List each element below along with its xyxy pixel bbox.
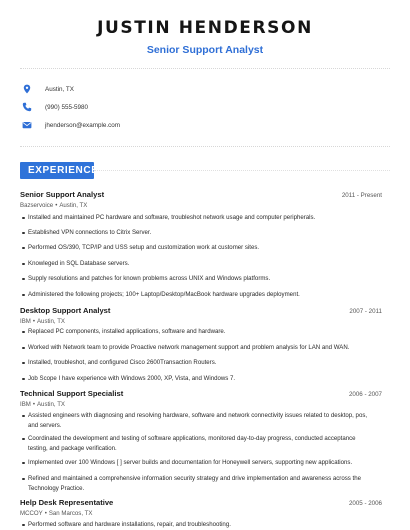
job-company-line: Bazservoice • Austin, TX [20,202,88,209]
candidate-role: Senior Support Analyst [146,44,264,56]
resume-header [0,18,410,56]
job-bullet: Coordinated the development and testing of software applications, monitored day-to-day progress, conducted acceptance testing, and package verification. [28,434,368,453]
job-location: Austin, TX [36,401,65,408]
job-location: San Marcos, TX [48,510,93,517]
job-title: Desktop Support Analyst [20,306,111,315]
job-bullet: Replaced PC components, installed applications, software and hardware. [28,327,368,337]
job-bullet: Installed and maintained PC hardware and software, troubleshot network usage and computer peripherals. [28,213,368,223]
phone-icon [22,102,32,112]
location-pin-icon [22,84,32,94]
section-heading-experience [20,162,99,179]
phone-text: (990) 555-5980 [45,103,89,111]
job-bullet: Assisted engineers with diagnosing and resolving hardware, software and network connectivity issues related to desktop, pos, and servers. [28,412,368,429]
job-location: Austin, TX [59,202,88,209]
job-company: IBM [20,401,31,408]
location-text: Austin, TX [45,85,74,93]
job-company-line: MCCOY • San Marcos, TX [20,510,93,517]
job-company: MCCOY [20,510,43,517]
job-bullet: Performed software and hardware installations, repair, and troubleshooting. [28,520,368,530]
candidate-name: JUSTIN HENDERSON [97,18,313,38]
email-text: jhenderson@example.com [45,121,120,129]
job-entry [20,389,382,408]
job-bullet: Knowleged in SQL Database servers. [28,259,368,269]
job-company: IBM [20,318,31,325]
job-bullet: Supply resolutions and patches for known problems across UNIX and Windows platforms. [28,274,368,284]
job-bullet: Refined and maintained a comprehensive information security strategy and drive implementation and awareness across the Technology Practice. [28,474,368,493]
job-title: Help Desk Representative [20,498,114,507]
job-location: Austin, TX [36,318,65,325]
job-bullet: Performed OS/390, TCP/IP and USS setup and customization work at customer sites. [28,243,368,253]
job-bullet: Worked with Network team to provide Proactive network management support and problem analysis for LAN and WAN. [28,343,368,353]
contact-location [20,82,380,96]
job-entry [20,498,382,517]
divider [20,146,390,147]
job-dates: 2011 - Present [341,192,382,199]
job-dates: 2006 - 2007 [348,391,382,398]
job-company: Bazservoice [20,202,54,209]
job-company-line: IBM • Austin, TX [20,318,65,325]
job-entry [20,306,382,325]
job-company-line: IBM • Austin, TX [20,401,65,408]
mail-icon [22,120,32,130]
job-bullet: Implemented over 100 Windows [ ] server builds and documentation for Honeywell servers, supporting new applications. [28,458,368,468]
job-bullet: Administered the following projects; 100+ Laptop/Desktop/MacBook hardware upgrades deployment. [28,290,368,300]
job-title: Senior Support Analyst [20,190,105,199]
job-bullet: Established VPN connections to Citrix Server. [28,228,368,238]
job-entry [20,190,382,209]
section-title: EXPERIENCE [28,165,99,176]
section-divider [94,170,390,171]
contact-email [20,118,380,132]
job-dates: 2007 - 2011 [349,308,382,315]
contact-phone [20,100,380,114]
job-title: Technical Support Specialist [20,389,124,398]
job-bullet: Installed, troubleshot, and configured Cisco 2600Transaction Routers. [28,358,368,368]
job-dates: 2005 - 2006 [348,500,382,507]
divider [20,68,390,69]
job-bullet: Job Scope I have experience with Windows 2000, XP, Vista, and Windows 7. [28,374,368,384]
